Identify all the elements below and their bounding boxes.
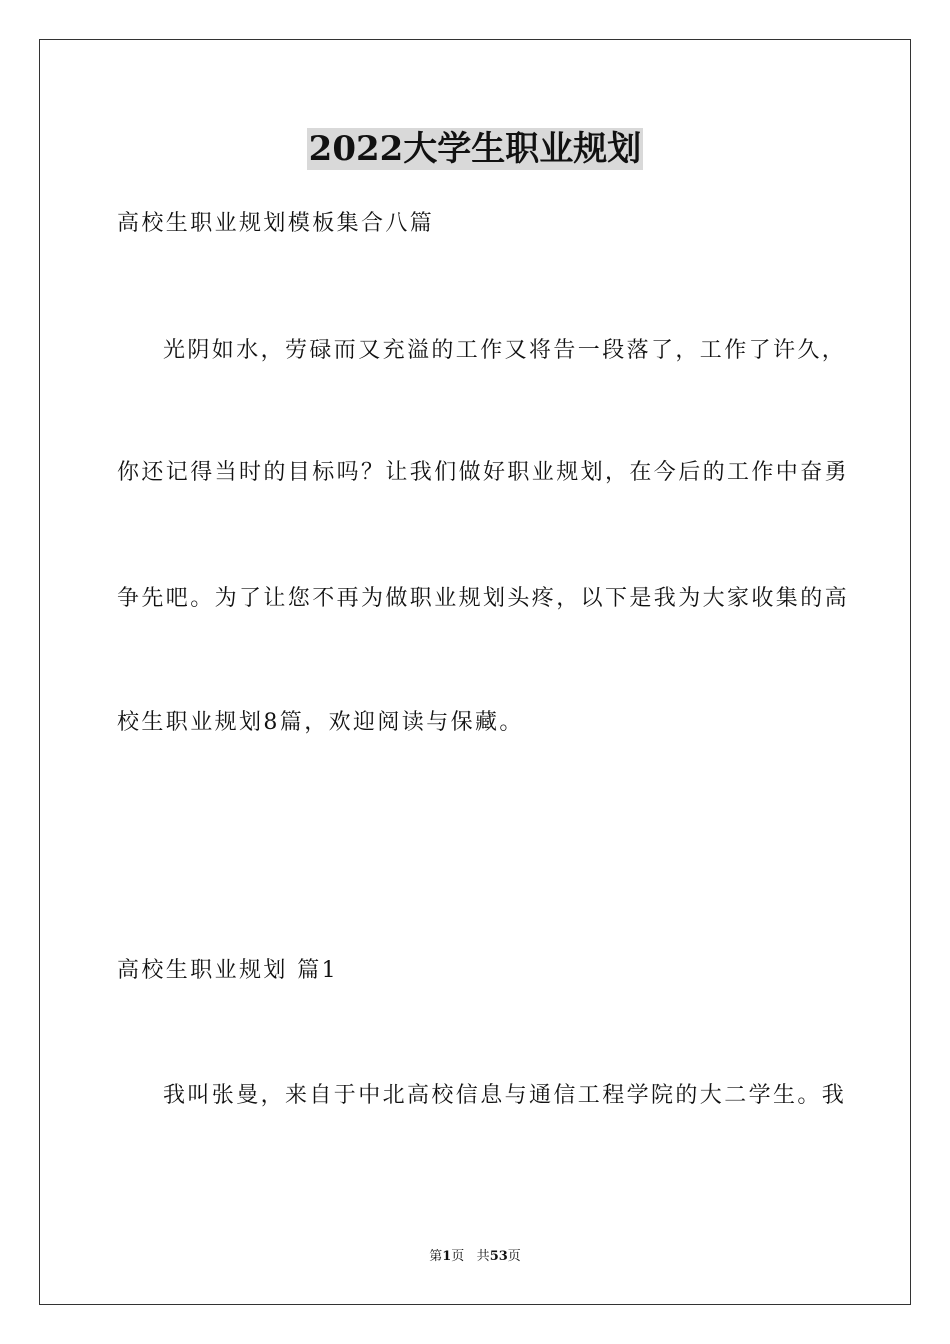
footer-page-suffix: 页 xyxy=(451,1249,465,1264)
intro-line-4: 校生职业规划8篇，欢迎阅读与保藏。 xyxy=(117,710,524,735)
footer-page-number: 1 xyxy=(442,1249,452,1264)
footer-total-pages: 53 xyxy=(489,1249,508,1264)
document-title: 2022大学生职业规划 xyxy=(308,129,642,169)
footer-page-prefix: 第 xyxy=(429,1249,443,1264)
intro-line-3: 争先吧。为了让您不再为做职业规划头疼，以下是我为大家收集的高 xyxy=(117,586,850,611)
footer-total-prefix: 共 xyxy=(476,1249,490,1264)
intro-line-1: 光阴如水，劳碌而又充溢的工作又将告一段落了，工作了许久， xyxy=(163,338,847,363)
section-paragraph-line-1: 我叫张曼，来自于中北高校信息与通信工程学院的大二学生。我 xyxy=(163,1083,847,1108)
document-subtitle: 高校生职业规划模板集合八篇 xyxy=(117,211,435,236)
footer-total-suffix: 页 xyxy=(507,1249,521,1264)
section-heading: 高校生职业规划 篇1 xyxy=(117,958,338,983)
intro-line-2: 你还记得当时的目标吗？让我们做好职业规划，在今后的工作中奋勇 xyxy=(117,460,850,485)
document-title-wrap xyxy=(0,128,950,170)
page-footer xyxy=(0,1248,950,1266)
